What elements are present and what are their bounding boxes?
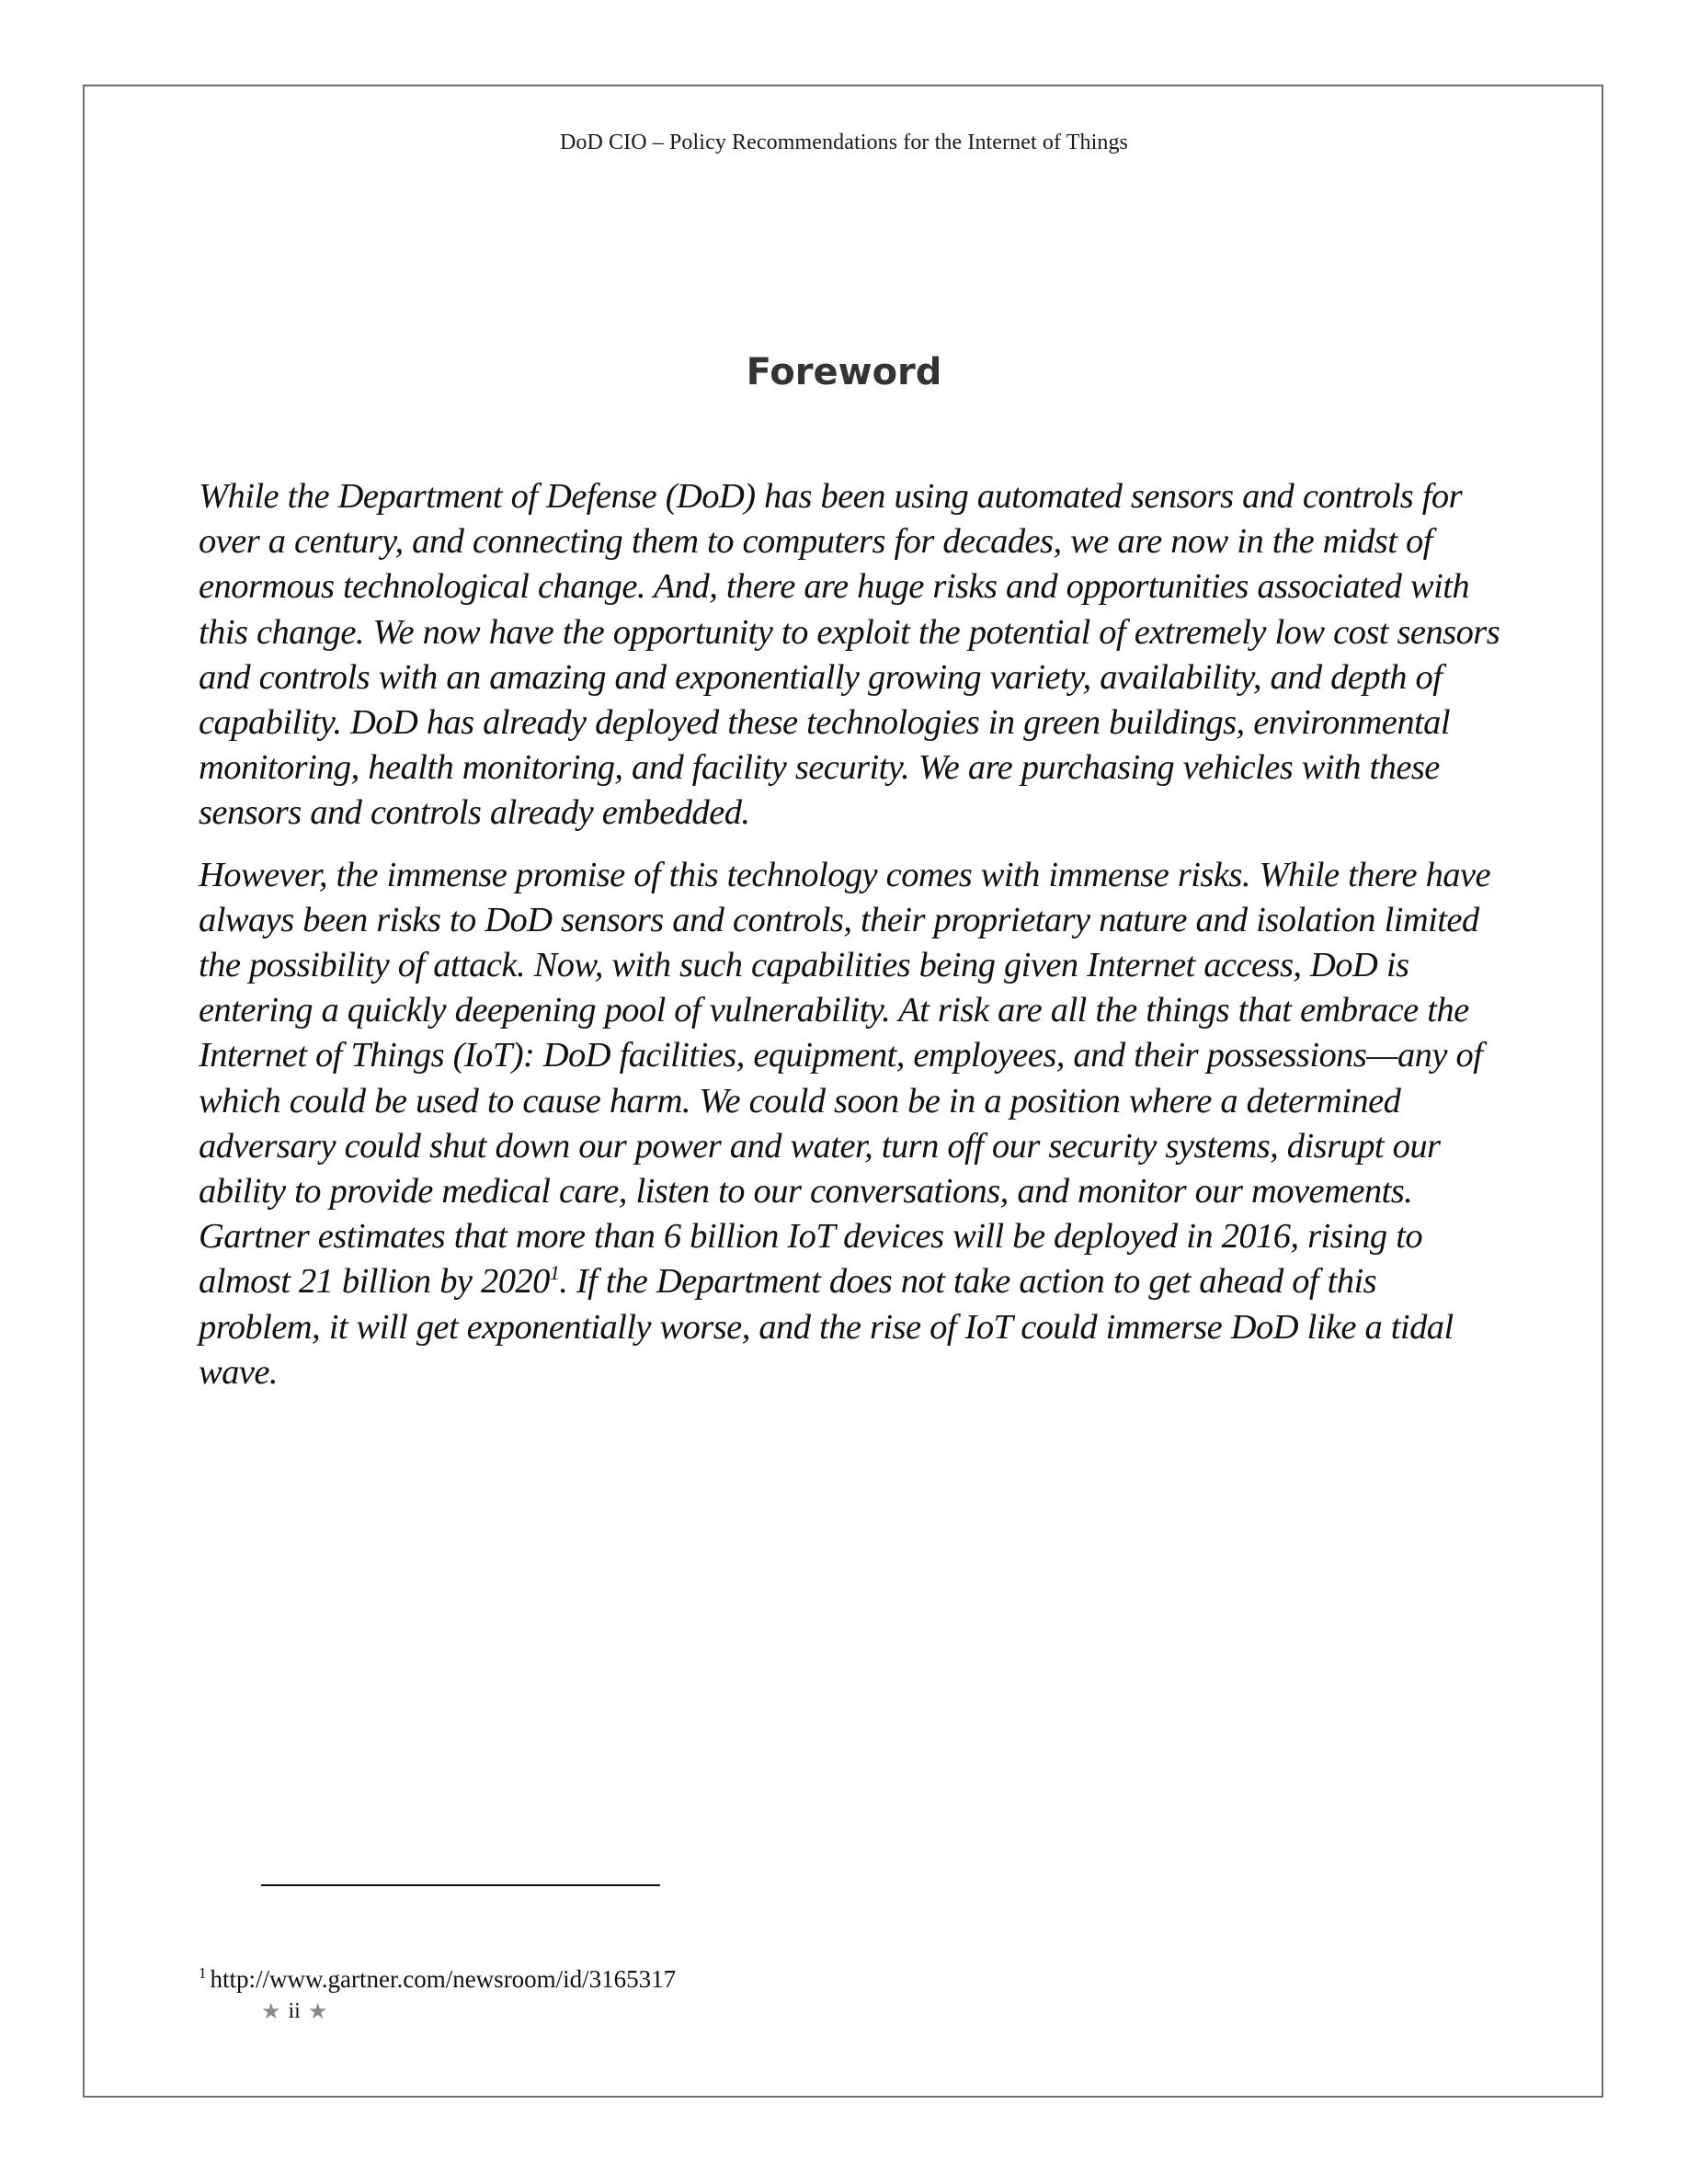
paragraph-1: While the Department of Defense (DoD) has been using automated sensors and controls for over a century, and connecting them to computers for decades, we are now in the midst of enormous technological change. And, there are huge risks and opportunities associated with this change. We now have the opportunity to exploit the potential of extremely low cost sensors and controls with an amazing and exponentially growing variety, availability, and depth of capability. DoD has already deployed these technologies in green buildings, environmental monitoring, health monitoring, and facility security. We are purchasing vehicles with these sensors and controls already embedded. — [199, 477, 1500, 833]
paragraph-2-text-b: . If the Department does not take action to get ahead of this problem, it will get exponentially worse, and the rise of IoT could immerse DoD like a tidal wave. — [199, 1262, 1454, 1392]
running-header: DoD CIO – Policy Recommendations for the Internet of Things — [559, 131, 1129, 154]
star-icon: ★ — [307, 1998, 328, 2024]
footnote — [199, 1965, 676, 1994]
footnote-link[interactable]: http://www.gartner.com/newsroom/id/3165317 — [210, 1965, 677, 1993]
body-text — [199, 474, 1504, 1395]
paragraph-2 — [199, 853, 1504, 1395]
footnote-separator — [261, 1884, 660, 1886]
page-number — [261, 1998, 327, 2024]
page-title: Foreword — [746, 351, 942, 393]
paragraph-2-text-a: However, the immense promise of this technology comes with immense risks. While there have always been risks to DoD sensors and controls, their proprietary nature and isolation limited the possibility of attack. Now, with such capabilities being given Internet access, DoD is entering a quickly deepening pool of vulnerability. At risk are all the things that embrace the Internet of Things (IoT): DoD facilities, equipment, employees, and their possessions—any of which could be used to cause harm. We could soon be in a position where a determined adversary could shut down our power and water, turn off our security systems, disrupt our ability to provide medical care, listen to our conversations, and monitor our movements. Gartner estimates that more than 6 billion IoT devices will be deployed in 2016, rising to almost 21 billion by 2020 — [199, 855, 1491, 1302]
page-number-label: ii — [288, 1998, 301, 2023]
star-icon: ★ — [261, 1998, 281, 2024]
footnote-number: 1 — [199, 1964, 207, 1982]
footnote-reference[interactable]: 1 — [549, 1261, 560, 1285]
